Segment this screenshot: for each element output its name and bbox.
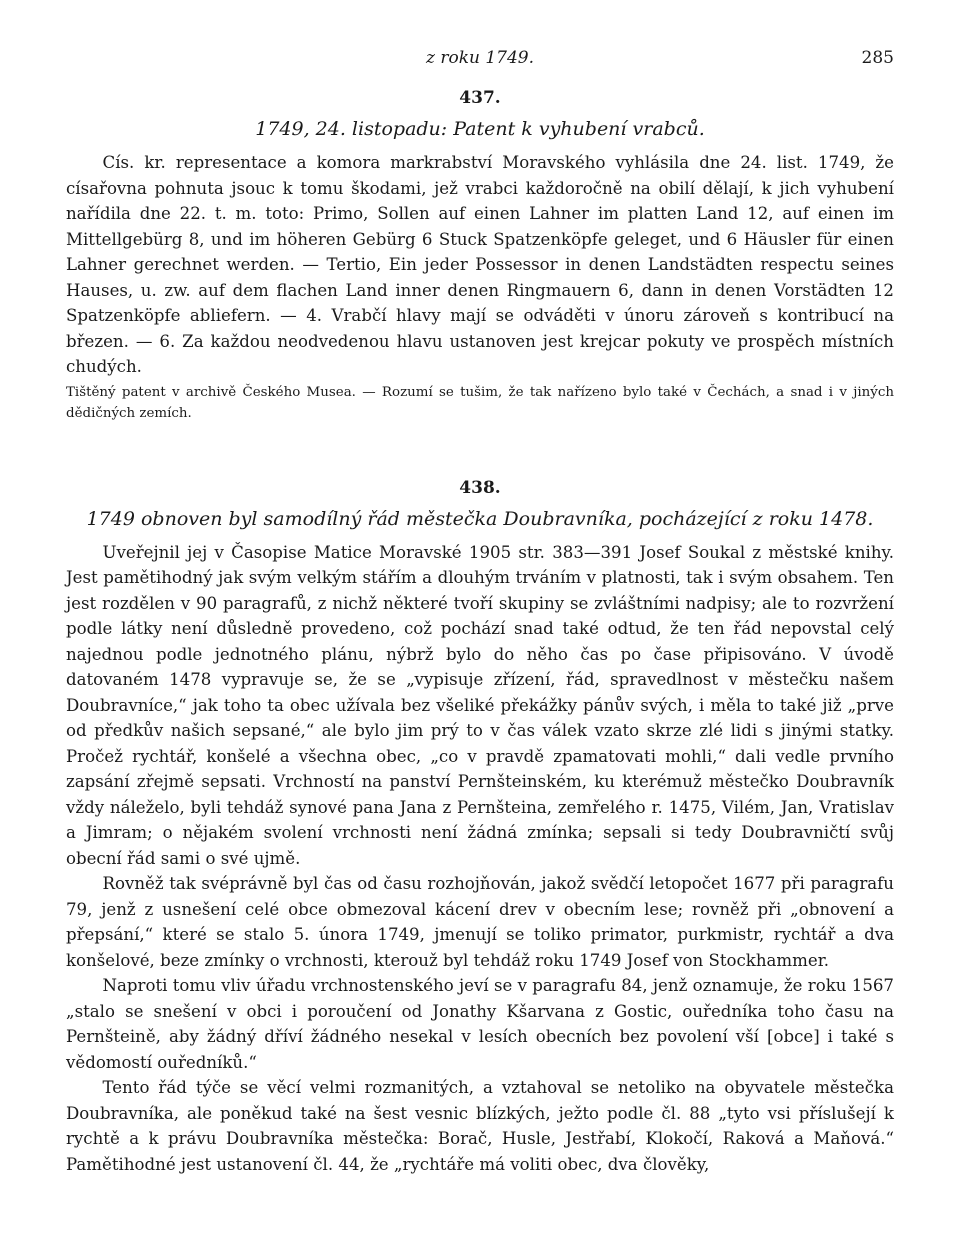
- section-438: [66, 478, 894, 1178]
- section-437: [66, 88, 894, 424]
- section-title: 1749 obnoven byl samodílný řád městečka Doubravníka, pocházející z roku 1478.: [86, 507, 874, 530]
- source-note: Tištěný patent v archivě Českého Musea. — Rozumí se tušim, že tak nařízeno bylo také v Čechách, a snad i v jiných dědičných zemích.: [66, 384, 894, 421]
- body-paragraph: Uveřejnil jej v Časopise Matice Moravské 1905 str. 383—391 Josef Soukal z městské knihy. Jest pamětihodný jak svým velkým stářím a dlouhým trváním v platnosti, tak i svým obsahem. Ten jest rozdělen v 90 paragrafů, z nichž některé tvoří skupiny se zvláštními nadpisy; ale to rozvržení podle látky není důsledně provedeno, což pochází snad také odtud, že ten řád nepovstal celý najednou podle jednotného plánu, nýbrž bylo do něho čas po čase připisováno. V úvodě datovaném 1478 vypravuje se, že se „vypisuje zřízení, řád, spravedlnost v městečku našem Doubravníce,“ jak toho ta obec užívala bez všeliké překážky pánův svých, i měla to také již „prve od předkův našich sepsané,“ ale bylo jim prý to v čas válek vzato skrze zlé lidi s jinými statky. Pročež rychtář, konšelé a všechna obec, „co v pravdě zpamatovati mohli,“ dali vedle prvního zapsání zřejmě sepsati. Vrchností na panství Pernšteinském, ku kterémuž městečko Doubravník vždy náleželo, byli tehdáž synové pana Jana z Pernšteina, zemřelého r. 1475, Vilém, Jan, Vratislav a Jimram; o nějakém svolení vrchnosti není žádná zmínka; sepsali si tedy Doubravničtí svůj obecní řád sami o své ujmě.: [66, 542, 894, 868]
- page-number: 285: [861, 48, 894, 68]
- body-paragraph: Tento řád týče se věcí velmi rozmanitých, a vztahoval se netoliko na obyvatele městečka Doubravníka, ale poněkud také na šest vesnic blízkých, ježto podle čl. 88 „tyto vsi příslušejí k rychtě a k právu Doubravníka městečka: Borač, Husle, Jestřabí, Klokočí, Raková a Maňová.“ Pamětihodné jest ustanovení čl. 44, že „rychtáře má voliti obec, dva člověky,: [66, 1078, 894, 1174]
- section-gap: [66, 424, 894, 470]
- body-paragraph: Rovněž tak svéprávně byl čas od času rozhojňován, jakož svědčí letopočet 1677 při paragrafu 79, jenž z usnešení celé obce obmezoval kácení drev v obecním lese; rovněž při „obnovení a přepsání,“ které se stalo 5. února 1749, jmenují se toliko primator, purkmistr, rychtář a dva konšelové, beze zmínky o vrchnosti, kterouž byl tehdáž roku 1749 Josef von Stockhammer.: [66, 874, 894, 970]
- body-paragraph: Naproti tomu vliv úřadu vrchnostenského jeví se v paragrafu 84, jenž oznamuje, že roku 1567 „stalo se snešení v obci i poroučení od Jonathy Kšarvana z Gostic, ouředníka toho času na Pernšteině, aby žádný dříví žádného nesekal v lesích obecních bez povolení vší [obce] i také s vědomostí ouředníků.“: [66, 976, 894, 1072]
- running-title: z roku 1749.: [425, 48, 535, 68]
- section-paragraph: Cís. kr. representace a komora markrabství Moravského vyhlásila dne 24. list. 1749, že císařovna pohnuta jsouc k tomu škodami, jež vrabci každoročně na obilí dělají, k jich vyhubení nařídila dne 22. t. m. toto: Primo, Sollen auf einen Lahner im platten Land 12, auf einen im Mittellgebürg 8, und im höheren Gebürg 6 Stuck Spatzenköpfe geleget, und 6 Häusler für einen Lahner gerechnet werden. — Tertio, Ein jeder Possessor in denen Landstädten respectu seines Hauses, u. zw. auf dem flachen Land inner denen Ringmauern 6, dann in denen Vorstädten 12 Spatzenköpfe abliefern. — 4. Vrabčí hlavy mají se odváděti v únoru zároveň s kontribucí na březen. — 6. Za každou neodvedenou hlavu ustanoven jest krejcar pokuty ve prospěch místních chudých.: [66, 153, 894, 376]
- section-number: 437.: [459, 88, 501, 108]
- section-title: 1749, 24. listopadu: Patent k vyhubení vrabců.: [255, 118, 705, 140]
- section-number: 438.: [459, 477, 501, 498]
- running-header: [66, 40, 894, 80]
